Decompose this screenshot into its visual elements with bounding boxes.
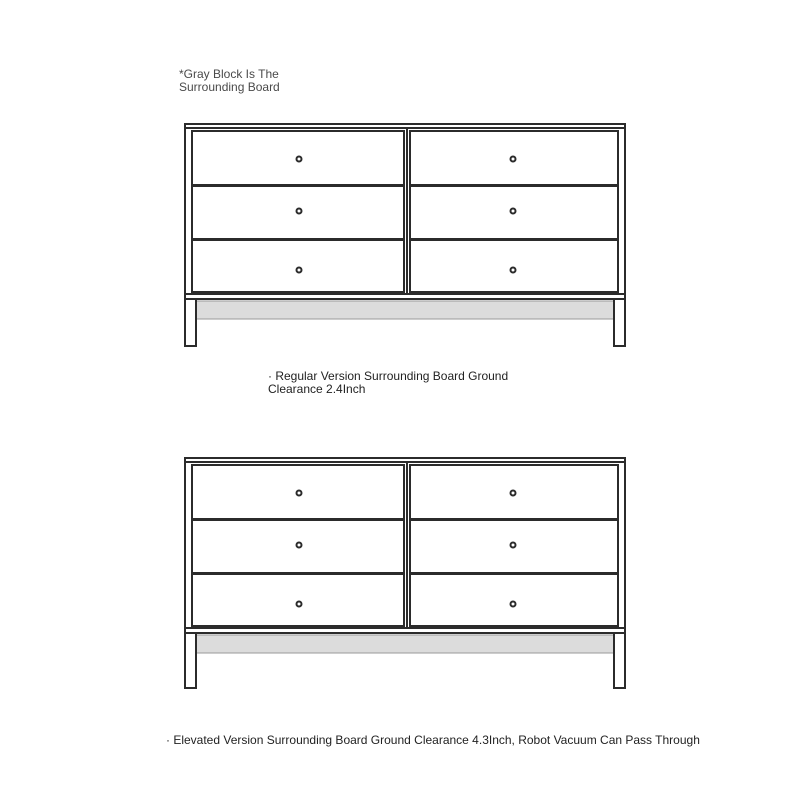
dresser-regular: [185, 124, 625, 346]
leg-right: [614, 299, 625, 346]
leg-left: [185, 299, 196, 346]
base-rail: [185, 294, 625, 299]
caption-regular-version: · Regular Version Surrounding Board Ground Clearance 2.4Inch: [268, 369, 509, 396]
surrounding-board: [196, 635, 614, 653]
caption-elevated-version: · Elevated Version Surrounding Board Ground Clearance 4.3Inch, Robot Vacuum Can Pass Through: [166, 733, 700, 747]
leg-left: [185, 633, 196, 688]
base-rail: [185, 628, 625, 633]
dresser-elevated: [185, 458, 625, 688]
leg-right: [614, 633, 625, 688]
surrounding-board: [196, 301, 614, 319]
legend-note: *Gray Block Is The Surrounding Board: [179, 67, 280, 94]
